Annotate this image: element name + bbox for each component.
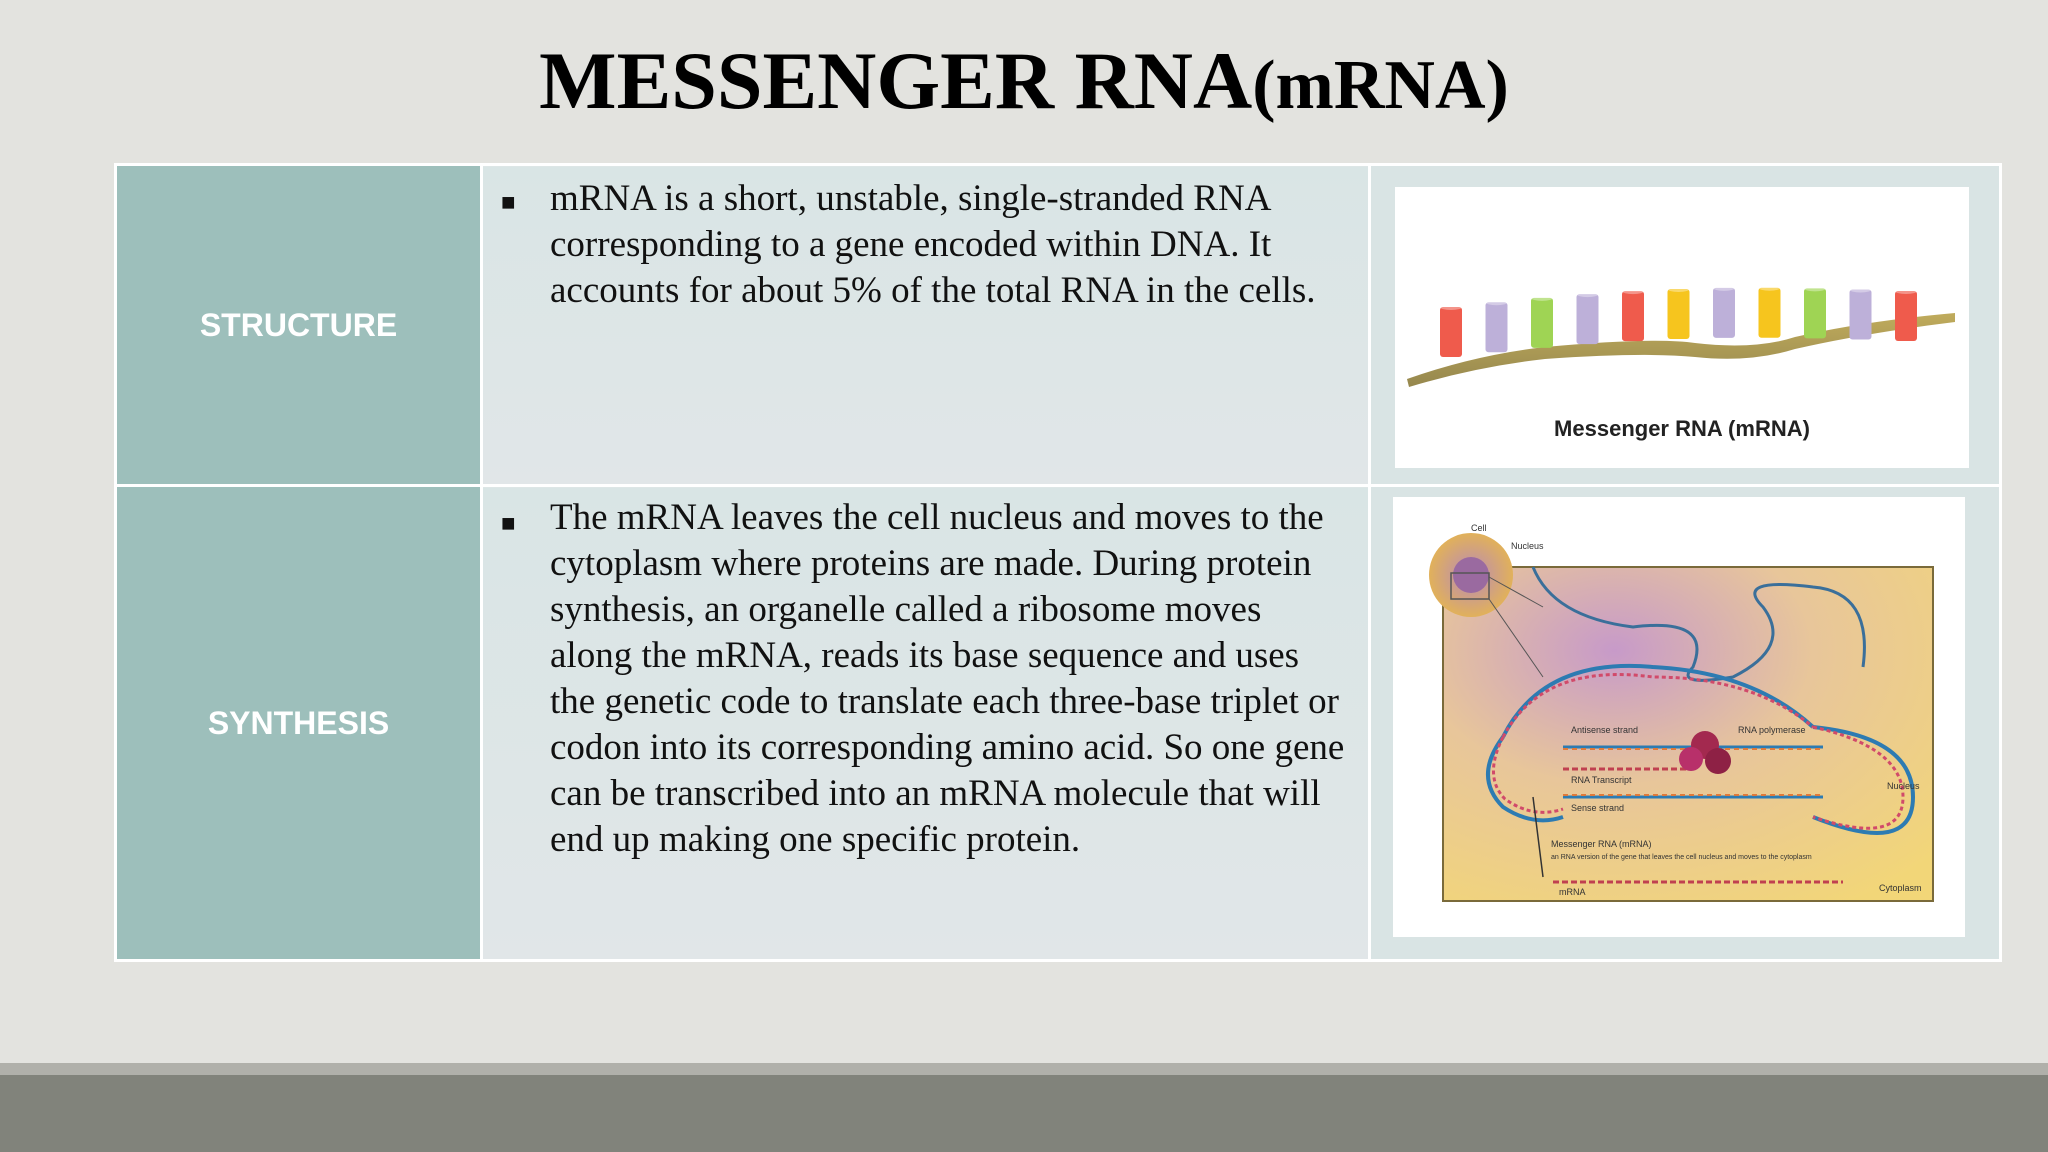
label-rna-polymerase: RNA polymerase <box>1738 725 1806 735</box>
nucleotide-base-cap <box>1668 286 1690 292</box>
nucleotide-base-bar <box>1440 307 1462 357</box>
row-label-synthesis: SYNTHESIS <box>116 486 482 961</box>
nucleotide-base-bar <box>1486 302 1508 352</box>
figure-caption: Messenger RNA (mRNA) <box>1554 416 1810 441</box>
nucleotide-base-bar <box>1531 298 1553 348</box>
title-main: MESSENGER RNA <box>539 35 1253 126</box>
nucleotide-base-cap <box>1713 285 1735 291</box>
table-row-synthesis <box>116 486 2001 961</box>
nucleotide-base-bar <box>1713 288 1735 338</box>
label-mrna-desc-2: an RNA version of the gene that leaves the cell nucleus and moves to the cytoplasm <box>1551 854 1812 861</box>
label-cytoplasm: Cytoplasm <box>1879 883 1922 893</box>
label-mrna-desc: Messenger RNA (mRNA) <box>1551 839 1652 849</box>
mrna-strand-illustration <box>1395 187 1969 468</box>
table-row-structure <box>116 165 2001 486</box>
nucleotide-base-cap <box>1759 285 1781 291</box>
nucleotide-base-bar <box>1850 290 1872 340</box>
mrna-figure <box>1395 187 1969 468</box>
content-table <box>114 163 2002 962</box>
slide-title <box>0 36 2048 131</box>
label-antisense: Antisense strand <box>1571 725 1639 735</box>
label-mrna: mRNA <box>1559 887 1586 897</box>
row-text-cell <box>482 165 1370 486</box>
transcription-illustration <box>1393 497 1965 937</box>
nucleotide-base-bar <box>1895 291 1917 341</box>
nucleotide-base-bar <box>1668 289 1690 339</box>
synthesis-figure-cell <box>1370 486 2001 961</box>
label-cell: Cell <box>1471 523 1487 533</box>
label-nucleus-top: Nucleus <box>1511 541 1544 551</box>
bullet-square-icon: ■ <box>501 190 516 216</box>
nucleotide-base-bar <box>1759 288 1781 338</box>
footer-band-dark <box>0 1075 2048 1152</box>
structure-figure-cell <box>1370 165 2001 486</box>
nucleotide-base-cap <box>1622 288 1644 294</box>
nucleotide-base-cap <box>1486 299 1508 305</box>
row-text-cell <box>482 486 1370 961</box>
label-nucleus-side: Nucleus <box>1887 781 1920 791</box>
title-paren: (mRNA) <box>1252 47 1509 124</box>
row-label-structure: STRUCTURE <box>116 165 482 486</box>
label-rna-transcript: RNA Transcript <box>1571 775 1632 785</box>
nucleotide-base-cap <box>1577 291 1599 297</box>
footer-band-light <box>0 1063 2048 1075</box>
nucleotide-base-bar <box>1622 291 1644 341</box>
nucleotide-base-bar <box>1577 294 1599 344</box>
nucleotide-base-cap <box>1804 285 1826 291</box>
nucleotide-base-cap <box>1440 304 1462 310</box>
nucleotide-base-cap <box>1531 295 1553 301</box>
synthesis-text: The mRNA leaves the cell nucleus and moves to the cytoplasm where proteins are made. During protein synthesis, an organelle called a ribosome moves along the mRNA, reads its base sequence and uses the genetic code to translate each three-base triplet or codon into its corresponding amino acid. So one gene can be transcribed into an mRNA molecule that will end up making one specific protein. <box>550 497 1345 860</box>
label-sense-strand: Sense strand <box>1571 803 1625 813</box>
nucleotide-base-cap <box>1895 288 1917 294</box>
bullet-square-icon: ■ <box>501 511 516 537</box>
structure-text: mRNA is a short, unstable, single-stranded RNA corresponding to a gene encoded within DNA. It accounts for about 5% of the total RNA in the cells. <box>550 178 1316 311</box>
nucleotide-base-bar <box>1804 288 1826 338</box>
transcription-figure <box>1393 497 1965 937</box>
nucleotide-base-cap <box>1850 287 1872 293</box>
